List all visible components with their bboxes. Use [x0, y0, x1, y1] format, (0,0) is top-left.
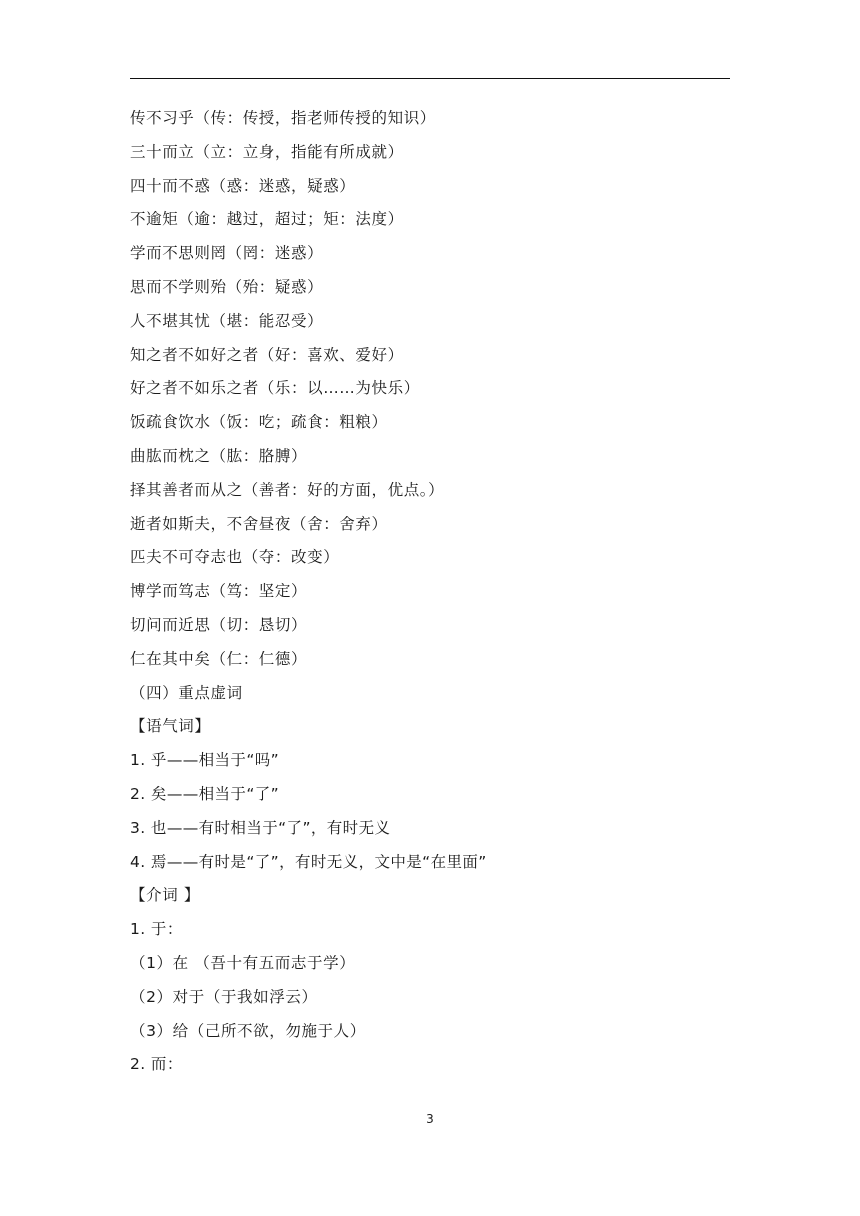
vocab-line: 仁在其中矣（仁：仁德） — [130, 649, 308, 668]
vocab-line: 三十而立（立：立身，指能有所成就） — [130, 142, 404, 161]
vocab-line: 不逾矩（逾：越过，超过；矩：法度） — [130, 210, 404, 229]
vocab-line: 四十而不惑（惑：迷惑，疑惑） — [130, 176, 356, 195]
vocab-line: 思而不学则殆（殆：疑惑） — [130, 277, 324, 296]
document-body — [130, 104, 750, 1084]
vocab-line: 人不堪其忧（堪：能忍受） — [130, 311, 324, 330]
vocab-line: 传不习乎（传：传授，指老师传授的知识） — [130, 109, 436, 127]
section-heading: （四）重点虚词 — [130, 683, 243, 702]
vocab-line: 学而不思则罔（罔：迷惑） — [130, 244, 324, 263]
vocab-line: 切问而近思（切：恳切） — [130, 615, 308, 634]
list-item: 3. 也——有时相当于“了”，有时无义 — [130, 818, 391, 837]
vocab-line: 曲肱而枕之（肱：胳膊） — [130, 446, 308, 465]
vocab-line: 博学而笃志（笃：坚定） — [130, 582, 308, 601]
list-item: 2. 而： — [130, 1055, 183, 1074]
vocab-line: 知之者不如好之者（好：喜欢、爱好） — [130, 345, 404, 364]
header-rule — [130, 78, 730, 79]
list-item: 4. 焉——有时是“了”，有时无义，文中是“在里面” — [130, 852, 487, 871]
page-number: 3 — [426, 1112, 434, 1126]
subsection-heading: 【介词 】 — [130, 886, 200, 905]
vocab-line: 择其善者而从之（善者：好的方面，优点。） — [130, 480, 445, 499]
vocab-line: 匹夫不可夺志也（夺：改变） — [130, 548, 340, 567]
list-item: 1. 乎——相当于“吗” — [130, 751, 280, 770]
list-subitem: （3）给（己所不欲，勿施于人） — [130, 1021, 366, 1040]
list-item: 2. 矣——相当于“了” — [130, 784, 280, 803]
list-subitem: （1）在 （吾十有五而志于学） — [130, 953, 356, 972]
vocab-line: 好之者不如乐之者（乐：以……为快乐） — [130, 379, 420, 398]
list-subitem: （2）对于（于我如浮云） — [130, 987, 318, 1006]
subsection-heading: 【语气词】 — [130, 717, 211, 736]
vocab-line: 饭疏食饮水（饭：吃；疏食：粗粮） — [130, 413, 388, 432]
list-item: 1. 于： — [130, 920, 183, 939]
vocab-line: 逝者如斯夫，不舍昼夜（舍：舍弃） — [130, 514, 388, 533]
